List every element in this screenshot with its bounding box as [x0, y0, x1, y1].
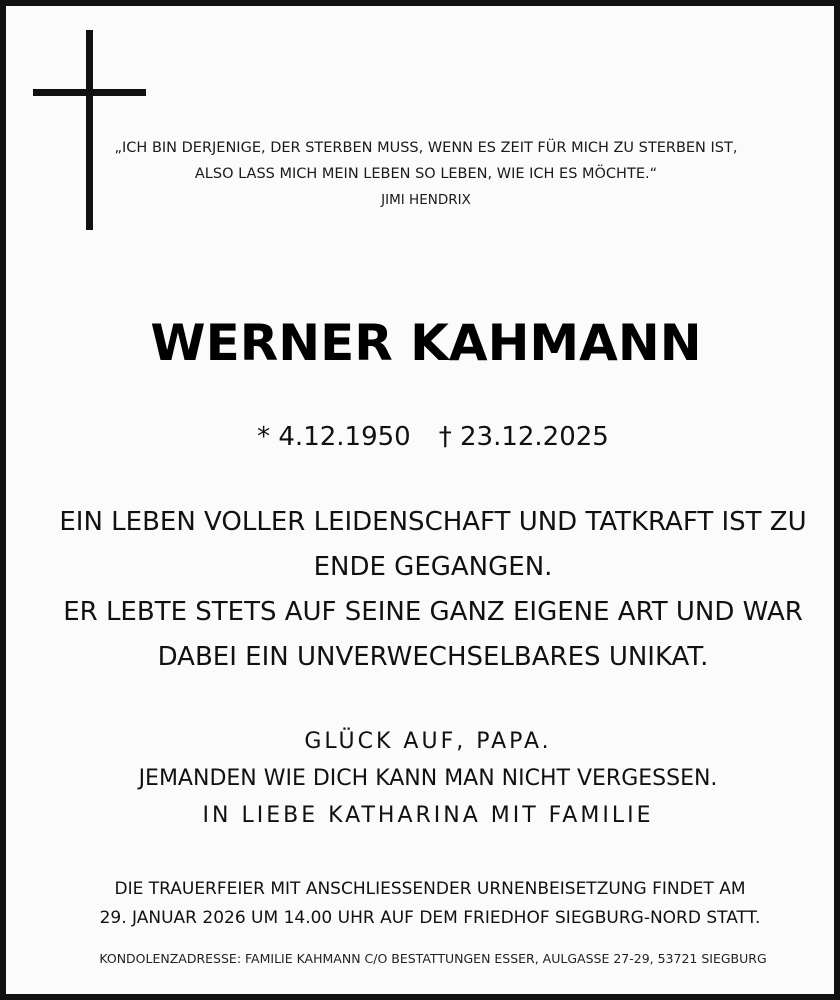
farewell-line-2: JEMANDEN WIE DICH KANN MAN NICHT VERGESSEN. [138, 766, 718, 791]
farewell-line-1: GLÜCK AUF, PAPA. [304, 729, 552, 754]
quote-block [106, 135, 746, 213]
service-info [6, 875, 840, 933]
tribute-line-1: EIN LEBEN VOLLER LEIDENSCHAFT UND TATKRAFT IST ZU [59, 507, 807, 537]
tribute-text [6, 500, 840, 680]
farewell-signature: IN LIEBE KATHARINA MIT FAMILIE [202, 803, 654, 828]
tribute-line-2: ENDE GEGANGEN. [313, 552, 553, 582]
cross-horizontal-bar [33, 89, 146, 96]
tribute-line-4: DABEI EIN UNVERWECHSELBARES UNIKAT. [157, 642, 709, 672]
life-dates [6, 422, 840, 452]
birth-date: * 4.12.1950 [257, 422, 411, 452]
service-line-1: DIE TRAUERFEIER MIT ANSCHLIESSENDER URNENBEISETZUNG FINDET AM [114, 879, 746, 899]
condolence-address: KONDOLENZADRESSE: FAMILIE KAHMANN C/O BESTATTUNGEN ESSER, AULGASSE 27-29, 53721 SIEGBURG [99, 951, 767, 966]
quote-author: JIMI HENDRIX [381, 192, 471, 208]
quote-line-2: ALSO LASS MICH MEIN LEBEN SO LEBEN, WIE ICH ES MÖCHTE.“ [194, 166, 658, 182]
quote-line-1: „ICH BIN DERJENIGE, DER STERBEN MUSS, WENN ES ZEIT FÜR MICH ZU STERBEN IST, [114, 140, 738, 156]
tribute-line-3: ER LEBTE STETS AUF SEINE GANZ EIGENE ART UND WAR [63, 597, 803, 627]
service-line-2: 29. JANUAR 2026 UM 14.00 UHR AUF DEM FRIEDHOF SIEGBURG-NORD STATT. [99, 908, 761, 928]
death-date: † 23.12.2025 [438, 422, 609, 452]
farewell-block [6, 723, 840, 834]
cross-vertical-bar [86, 30, 93, 230]
deceased-name: WERNER KAHMANN [150, 314, 702, 372]
